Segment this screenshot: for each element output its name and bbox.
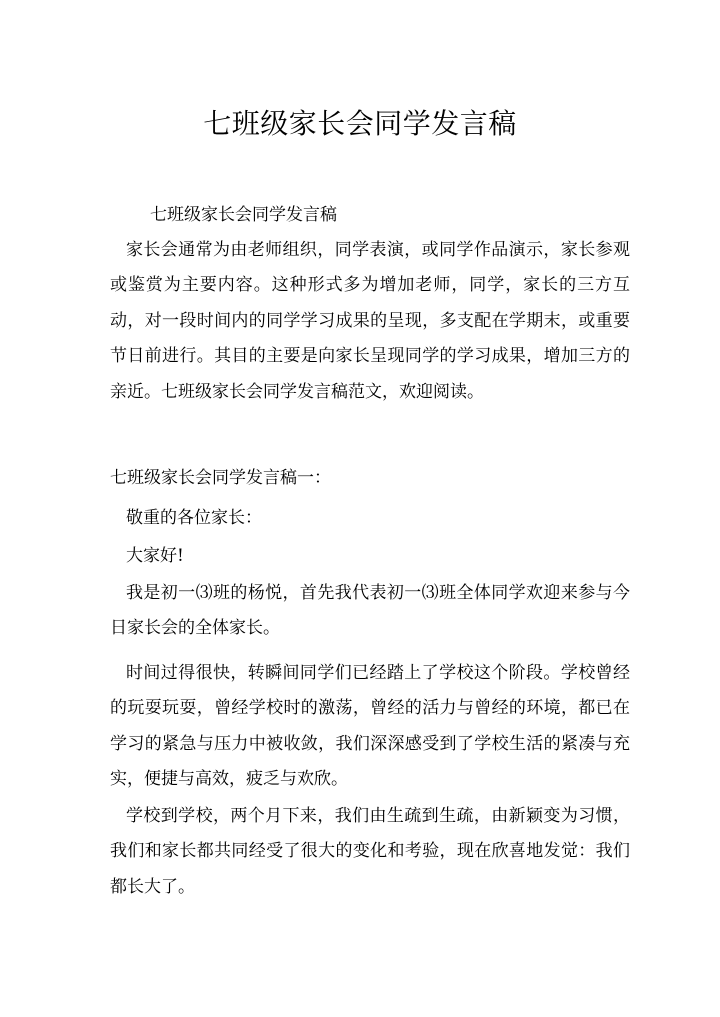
salutation: 敬重的各位家长： bbox=[126, 508, 262, 528]
paragraph-2: 时间过得很快，转瞬间同学们已经踏上了学校这个阶段。学校曾经的玩耍玩耍，曾经学校时的激荡，曾经的活力与曾经的环境，都已在学习的紧急与压力中被收敛，我们深深感受到了学校生活的紧凑与充实，便捷与高效，疲乏与欢欣。 bbox=[110, 663, 630, 790]
section-heading: 七班级家长会同学发言稿一： bbox=[110, 468, 331, 488]
greeting: 大家好! bbox=[126, 546, 184, 566]
document-title: 七班级家长会同学发言稿 bbox=[203, 107, 517, 140]
intro-paragraph: 家长会通常为由老师组织，同学表演，或同学作品演示，家长参观或鉴赏为主要内容。这种形式多为增加老师，同学，家长的三方互动，对一段时间内的同学学习成果的呈现，多支配在学期末，或重要节日前进行。其目的主要是向家长呈现同学的学习成果，增加三方的亲近。七班级家长会同学发言稿范文，欢迎阅读。 bbox=[110, 240, 630, 402]
subtitle: 七班级家长会同学发言稿 bbox=[150, 205, 337, 225]
paragraph-3: 学校到学校，两个月下来，我们由生疏到生疏，由新颖变为习惯，我们和家长都共同经受了很大的变化和考验，现在欣喜地发觉：我们都长大了。 bbox=[110, 806, 630, 897]
paragraph-1: 我是初一⑶班的杨悦，首先我代表初一⑶班全体同学欢迎来参与今日家长会的全体家长。 bbox=[110, 583, 630, 639]
